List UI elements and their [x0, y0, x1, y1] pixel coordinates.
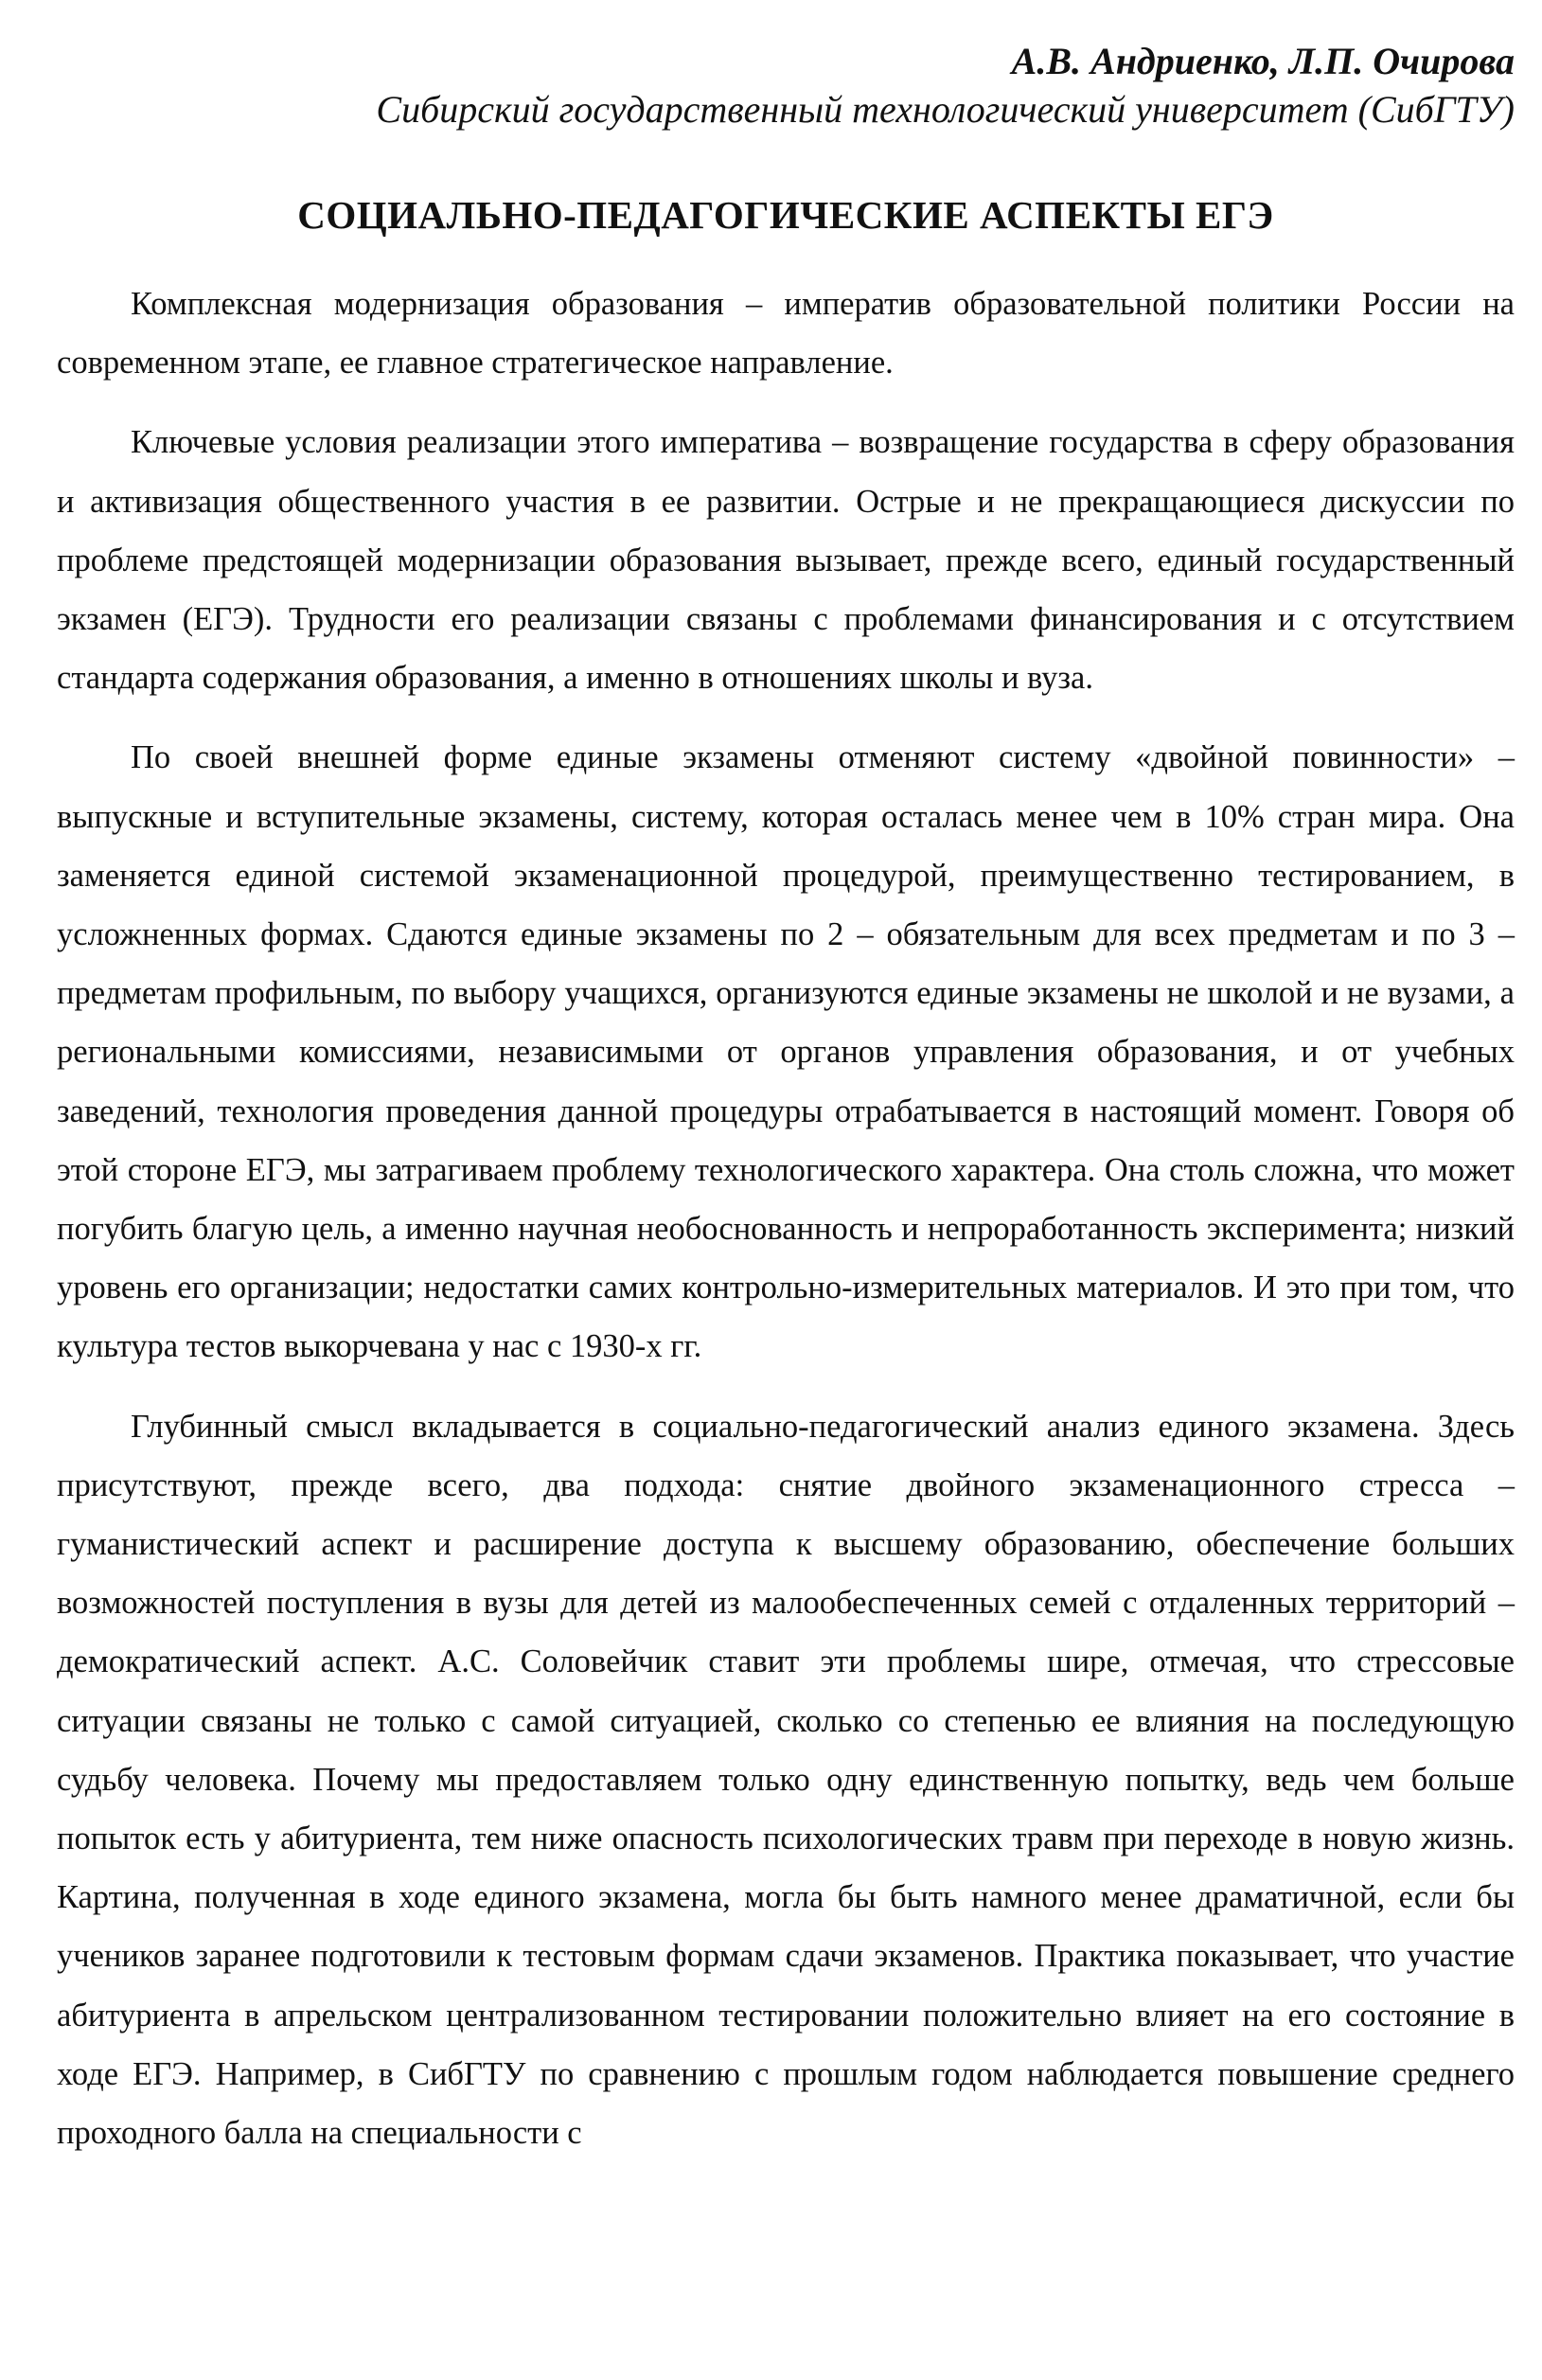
authors: А.В. Андриенко, Л.П. Очирова — [1011, 40, 1515, 82]
paragraph-2: Ключевые условия реализации этого императива – возвращение государства в сферу образования и активизация общественного участия в ее развитии. Острые и не прекращающиеся дискуссии по проблеме предстоящей модернизации образования вызывает, прежде всего, единый государственный экзамен (ЕГЭ). Трудности его реализации связаны с проблемами финансирования и с отсутствием стандарта содержания образования, а именно в отношениях школы и вуза. — [57, 424, 1515, 697]
paragraph-4: Глубинный смысл вкладывается в социально-педагогический анализ единого экзамена. Здесь присутствуют, прежде всего, два подхода: снятие двойного экзаменационного стресса – гуманистический аспект и расширение доступа к высшему образованию, обеспечение больших возможностей поступления в вузы для детей из малообеспеченных семей с отдаленных территорий – демократический аспект. А.С. Соловейчик ставит эти проблемы шире, отмечая, что стрессовые ситуации связаны не только с самой ситуацией, сколько со степенью ее влияния на последующую судьбу человека. Почему мы предоставляем только одну единственную попытку, ведь чем больше попыток есть у абитуриента, тем ниже опасность психологических травм при переходе в новую жизнь. Картина, полученная в ходе единого экзамена, могла бы быть намного менее драматичной, если бы учеников заранее подготовили к тестовым формам сдачи экзаменов. Практика показывает, что участие абитуриента в апрельском централизованном тестировании положительно влияет на его состояние в ходе ЕГЭ. Например, в СибГТУ по сравнению с прошлым годом наблюдается повышение среднего проходного балла на специальности с — [57, 1408, 1515, 2152]
affiliation: Сибирский государственный технологический университет (СибГТУ) — [376, 88, 1515, 131]
paragraph-1: Комплексная модернизация образования – императив образовательной политики России на современном этапе, ее главное стратегическое направление. — [57, 286, 1515, 382]
paper-title: СОЦИАЛЬНО-ПЕДАГОГИЧЕСКИЕ АСПЕКТЫ ЕГЭ — [297, 193, 1274, 237]
document-page — [57, 38, 1515, 2183]
paragraph-3: По своей внешней форме единые экзамены отменяют систему «двойной повинности» – выпускные и вступительные экзамены, систему, которая осталась менее чем в 10% стран мира. Она заменяется единой системой экзаменационной процедурой, преимущественно тестированием, в усложненных формах. Сдаются единые экзамены по 2 – обязательным для всех предметам и по 3 – предметам профильным, по выбору учащихся, организуются единые экзамены не школой и не вузами, а региональными комиссиями, независимыми от органов управления образования, и от учебных заведений, технология проведения данной процедуры отрабатывается в настоящий момент. Говоря об этой стороне ЕГЭ, мы затрагиваем проблему технологического характера. Она столь сложна, что может погубить благую цель, а именно научная необоснованность и непроработанность эксперимента; низкий уровень его организации; недостатки самих контрольно-измерительных материалов. И это при том, что культура тестов выкорчевана у нас с 1930-х гг. — [57, 739, 1515, 1365]
